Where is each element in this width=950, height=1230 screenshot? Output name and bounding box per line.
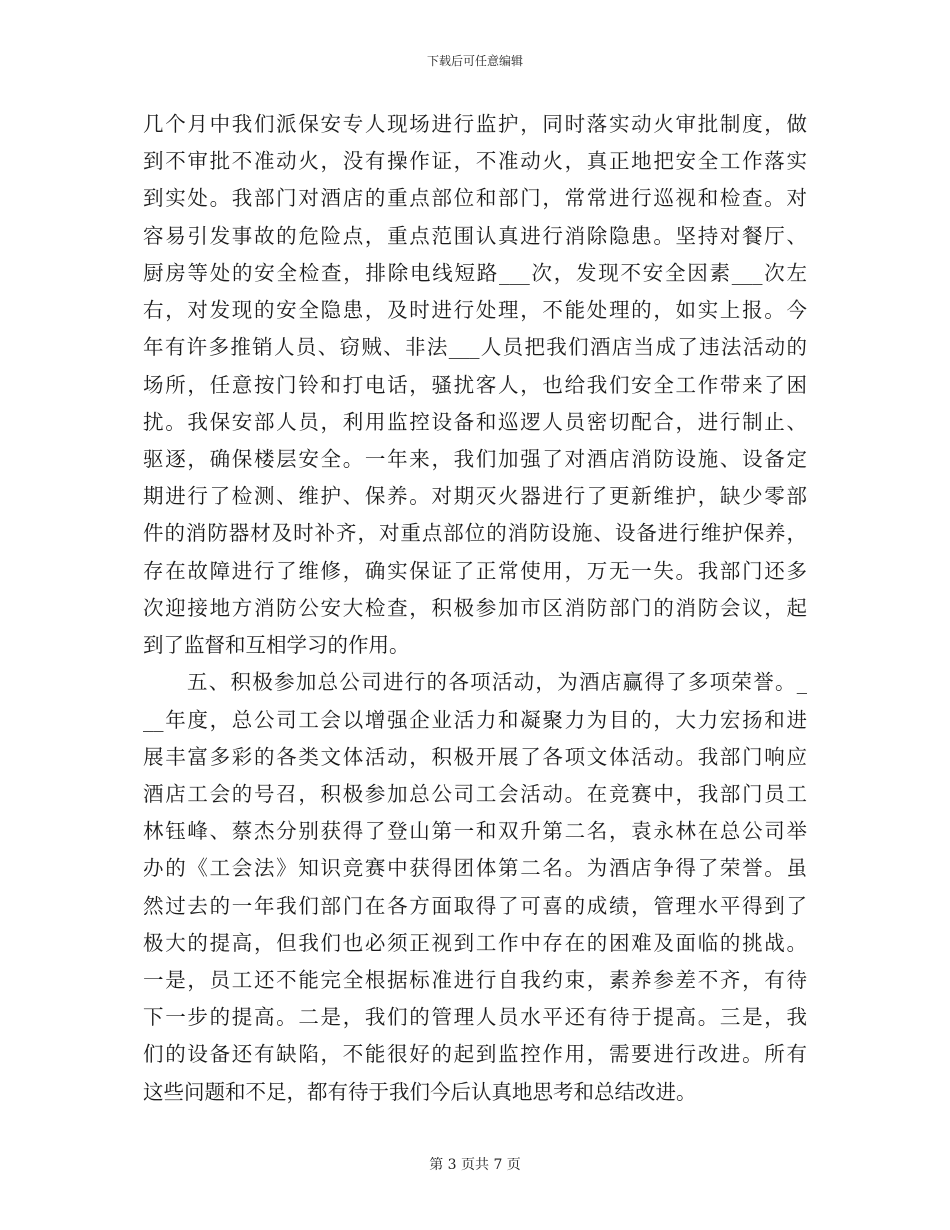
- text-line: 然过去的一年我们部门在各方面取得了可喜的成绩，管理水平得到了: [143, 893, 807, 918]
- text-line: 办的《工会法》知识竞赛中获得团体第二名。为酒店争得了荣誉。虽: [143, 856, 807, 881]
- text-line: 扰。我保安部人员，利用监控设备和巡逻人员密切配合，进行制止、: [143, 409, 807, 434]
- page-number: 第 3 页共 7 页: [429, 1157, 521, 1173]
- text-line: 极大的提高，但我们也必须正视到工作中存在的困难及面临的挑战。: [143, 930, 807, 955]
- text-line: 驱逐，确保楼层安全。一年来，我们加强了对酒店消防设施、设备定: [143, 446, 807, 471]
- text-line: 年有许多推销人员、窃贼、非法___人员把我们酒店当成了违法活动的: [143, 335, 807, 360]
- text-line: 到了监督和互相学习的作用。: [143, 633, 410, 658]
- page-header-note: 下载后可任意编辑: [426, 54, 523, 68]
- text-line: 一是，员工还不能完全根据标准进行自我约束，素养参差不齐，有待: [143, 968, 807, 993]
- text-line: 到不审批不准动火，没有操作证，不准动火，真正地把安全工作落实: [143, 149, 807, 174]
- text-line: 期进行了检测、维护、保养。对期灭火器进行了更新维护，缺少零部: [143, 484, 807, 509]
- text-line: 下一步的提高。二是，我们的管理人员水平还有待于提高。三是，我: [143, 1005, 807, 1030]
- text-line: 到实处。我部门对酒店的重点部位和部门，常常进行巡视和检查。对: [143, 186, 807, 211]
- text-line: 展丰富多彩的各类文体活动，积极开展了各项文体活动。我部门响应: [143, 744, 807, 769]
- text-line: 次迎接地方消防公安大检查，积极参加市区消防部门的消防会议，起: [143, 595, 807, 620]
- section-heading-line: 五、积极参加总公司进行的各项活动，为酒店赢得了多项荣誉。_: [187, 670, 807, 695]
- text-line: 场所，任意按门铃和打电话，骚扰客人，也给我们安全工作带来了困: [143, 372, 807, 397]
- text-line: 几个月中我们派保安专人现场进行监护，同时落实动火审批制度，做: [143, 112, 807, 136]
- text-line: __年度，总公司工会以增强企业活力和凝聚力为目的，大力宏扬和进: [143, 707, 807, 732]
- text-line: 右，对发现的安全隐患，及时进行处理，不能处理的，如实上报。今: [143, 298, 807, 323]
- text-line: 酒店工会的号召，积极参加总公司工会活动。在竞赛中，我部门员工: [143, 781, 807, 806]
- text-line: 林钰峰、蔡杰分别获得了登山第一和双升第二名，袁永林在总公司举: [143, 819, 807, 844]
- text-line: 们的设备还有缺陷，不能很好的起到监控作用，需要进行改进。所有: [143, 1042, 807, 1067]
- text-line: 厨房等处的安全检查，排除电线短路___次，发现不安全因素___次左: [143, 260, 807, 285]
- text-line: 容易引发事故的危险点，重点范围认真进行消除隐患。坚持对餐厅、: [143, 223, 807, 248]
- document-body: [143, 106, 807, 1111]
- text-line: 存在故障进行了维修，确实保证了正常使用，万无一失。我部门还多: [143, 558, 807, 583]
- text-line: 件的消防器材及时补齐，对重点部位的消防设施、设备进行维护保养，: [143, 521, 807, 546]
- text-line: 这些问题和不足，都有待于我们今后认真地思考和总结改进。: [143, 1079, 697, 1104]
